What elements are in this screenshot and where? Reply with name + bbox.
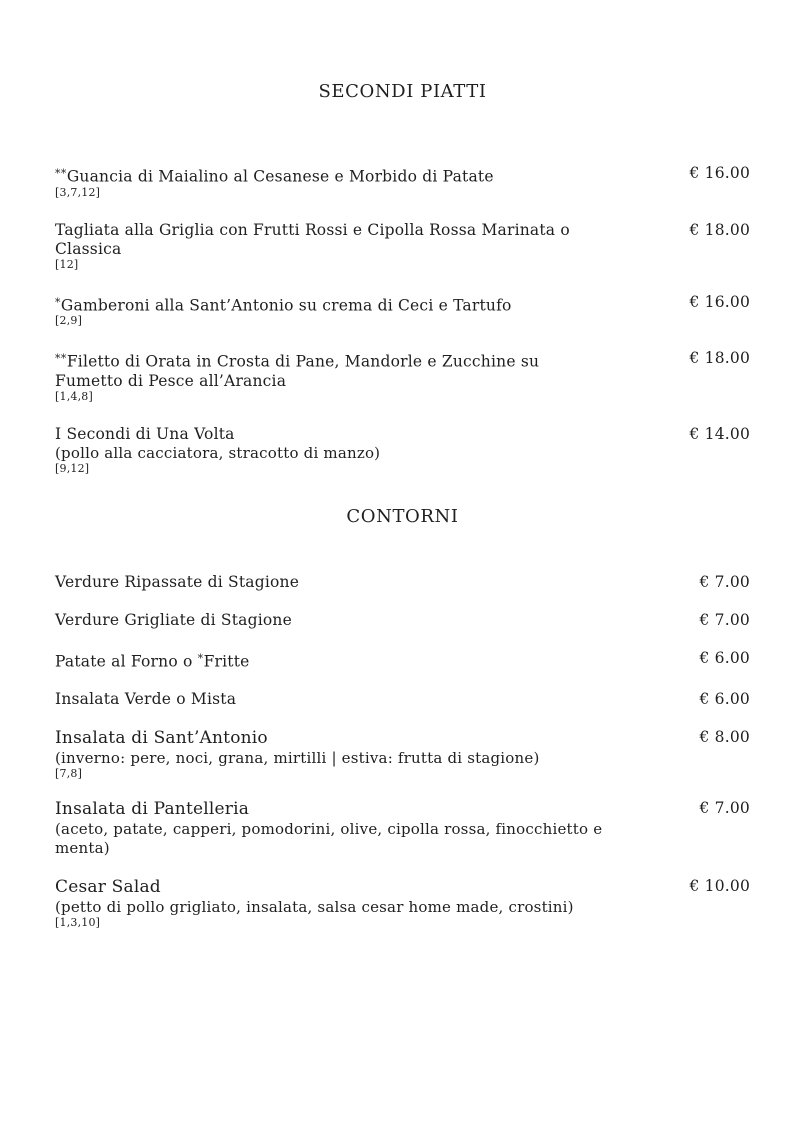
menu-item-insalata-verde bbox=[55, 690, 750, 709]
item-name bbox=[55, 728, 610, 749]
menu-item-verdure-grigliate bbox=[55, 611, 750, 630]
allergen-marker: ** bbox=[55, 352, 67, 366]
menu-item-gamberoni bbox=[55, 293, 750, 328]
allergen-footnote: [1,3,10] bbox=[55, 916, 101, 930]
item-name bbox=[55, 877, 610, 898]
allergen-marker: * bbox=[197, 651, 204, 665]
allergen-footnote: [7,8] bbox=[55, 767, 83, 781]
item-name-text: Filetto di Orata in Crosta di Pane, Mandorle e Zucchine su Fumetto di Pesce all’Arancia bbox=[55, 352, 540, 390]
item-description: (aceto, patate, capperi, pomodorini, olive, cipolla rossa, finocchietto e menta) bbox=[55, 820, 603, 858]
section-contorni bbox=[55, 573, 750, 930]
item-name bbox=[55, 164, 610, 187]
menu-item-cesar-salad bbox=[55, 877, 750, 929]
item-name-text: Verdure Ripassate di Stagione bbox=[55, 572, 300, 591]
item-price: € 7.00 bbox=[699, 572, 750, 591]
allergen-footnote: [12] bbox=[55, 257, 79, 271]
item-name bbox=[55, 690, 610, 709]
item-price: € 6.00 bbox=[699, 690, 750, 709]
item-price: € 10.00 bbox=[689, 877, 750, 896]
item-name bbox=[55, 573, 610, 592]
menu-item-insalata-santantonio bbox=[55, 728, 750, 780]
item-price: € 18.00 bbox=[689, 349, 750, 368]
menu-item-filetto-orata bbox=[55, 349, 750, 403]
item-name bbox=[55, 611, 610, 630]
item-name-text: I Secondi di Una Volta bbox=[55, 424, 235, 443]
item-name bbox=[55, 799, 610, 820]
item-name-text: Tagliata alla Griglia con Frutti Rossi e Cipolla Rossa Marinata o Classica bbox=[55, 220, 570, 258]
item-price: € 8.00 bbox=[699, 728, 750, 747]
item-name-text: Gamberoni alla Sant’Antonio su crema di Ceci e Tartufo bbox=[60, 296, 512, 315]
menu-item-verdure-ripassate bbox=[55, 573, 750, 592]
item-name-text-post: Fritte bbox=[203, 652, 250, 671]
menu-item-patate bbox=[55, 649, 750, 672]
item-description: (inverno: pere, noci, grana, mirtilli | estiva: frutta di stagione) bbox=[55, 749, 540, 768]
item-price: € 7.00 bbox=[699, 799, 750, 818]
item-price: € 16.00 bbox=[689, 292, 750, 311]
allergen-footnote: [1,4,8] bbox=[55, 389, 93, 403]
item-name-text: Insalata Verde o Mista bbox=[55, 690, 237, 709]
item-price: € 14.00 bbox=[689, 424, 750, 443]
item-price: € 6.00 bbox=[699, 648, 750, 667]
item-price: € 7.00 bbox=[699, 610, 750, 629]
menu-item-insalata-pantelleria bbox=[55, 799, 750, 858]
allergen-marker: * bbox=[55, 295, 61, 309]
item-name-text: Insalata di Pantelleria bbox=[55, 799, 250, 820]
allergen-footnote: [2,9] bbox=[55, 314, 83, 328]
menu-item-guancia bbox=[55, 164, 750, 199]
section-title-contorni: CONTORNI bbox=[346, 505, 459, 527]
menu-item-tagliata bbox=[55, 221, 750, 271]
allergen-footnote: [3,7,12] bbox=[55, 185, 101, 199]
menu-item-secondi-di-una-volta bbox=[55, 425, 750, 475]
item-name-text-pre: Patate al Forno o bbox=[55, 652, 198, 671]
item-description: (petto di pollo grigliato, insalata, salsa cesar home made, crostini) bbox=[55, 898, 574, 917]
item-name-text: Verdure Grigliate di Stagione bbox=[55, 610, 292, 629]
section-title-secondi-piatti: SECONDI PIATTI bbox=[318, 81, 487, 102]
item-name bbox=[55, 349, 610, 391]
allergen-marker: ** bbox=[55, 167, 67, 180]
section-secondi-piatti bbox=[55, 164, 750, 475]
item-name bbox=[55, 649, 610, 672]
item-price: € 18.00 bbox=[689, 220, 750, 239]
item-name bbox=[55, 221, 610, 259]
item-name bbox=[55, 293, 610, 316]
allergen-footnote: [9,12] bbox=[55, 461, 90, 475]
item-name-text: Cesar Salad bbox=[55, 877, 161, 898]
item-price: € 16.00 bbox=[689, 164, 750, 182]
item-name-text: Insalata di Sant’Antonio bbox=[55, 728, 268, 749]
item-name-text: Guancia di Maialino al Cesanese e Morbido di Patate bbox=[66, 167, 494, 186]
item-description: (pollo alla cacciatora, stracotto di manzo) bbox=[55, 443, 381, 462]
item-name bbox=[55, 425, 610, 444]
